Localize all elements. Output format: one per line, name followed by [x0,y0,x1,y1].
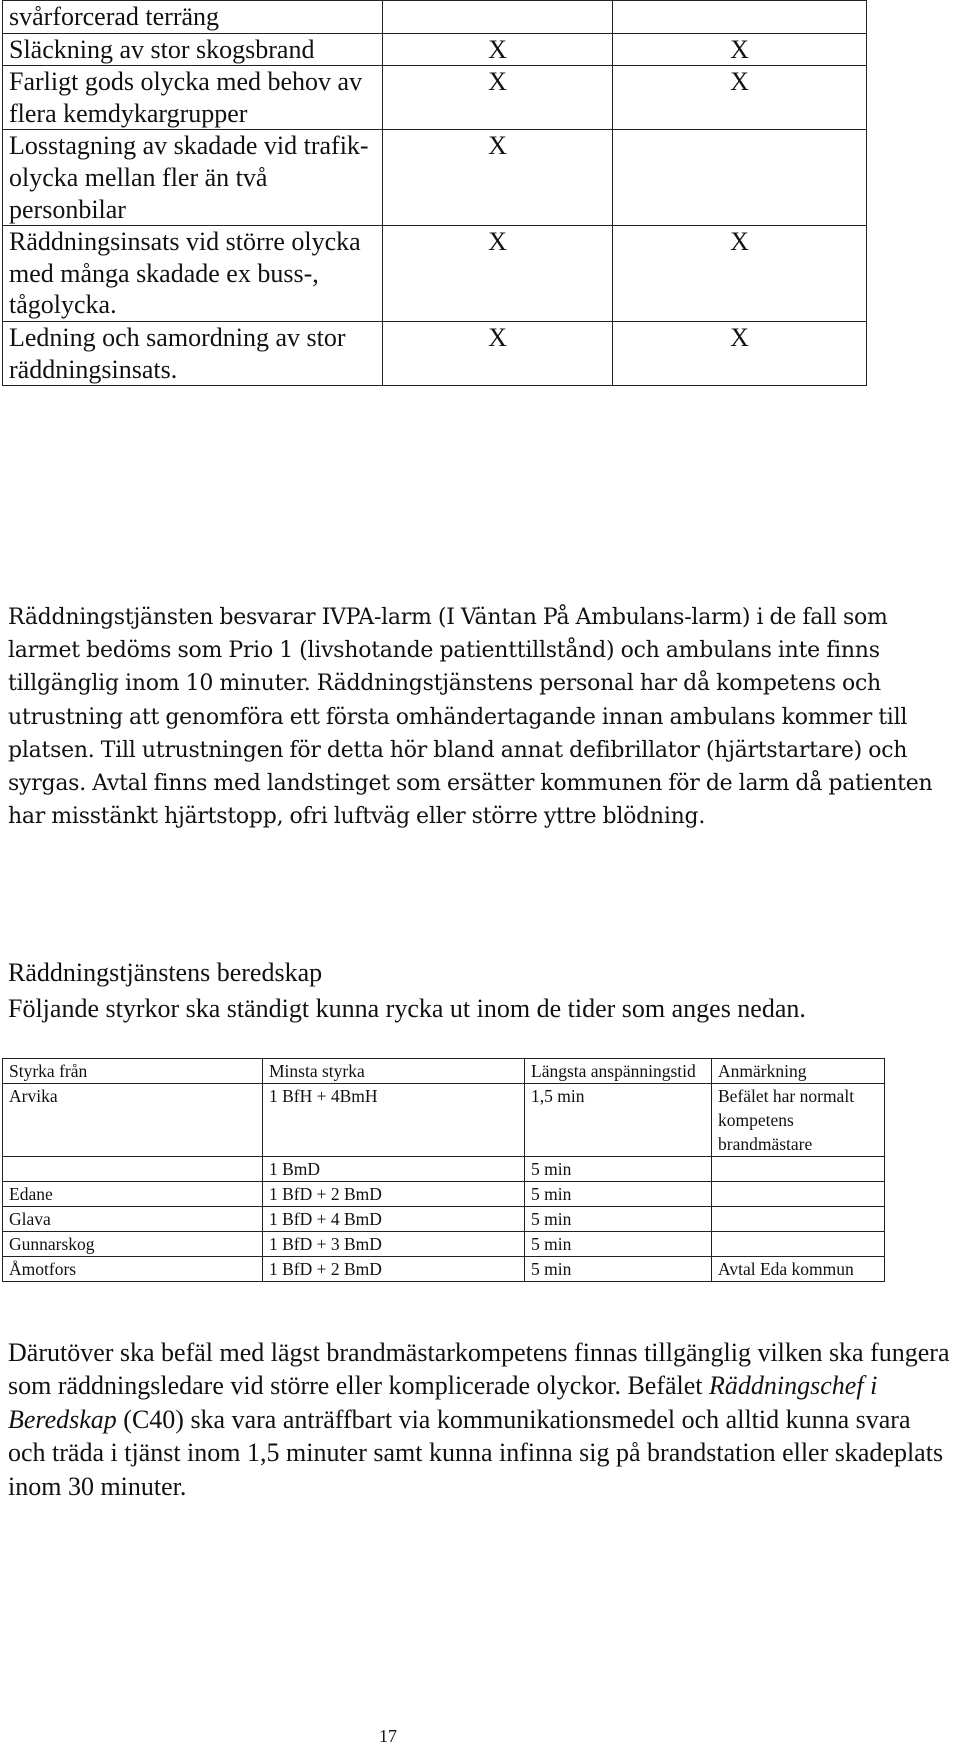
note-cell [712,1232,885,1257]
mark-cell: X [613,33,867,66]
station-cell: Åmotfors [3,1257,263,1282]
table-row [3,1257,885,1282]
mark-cell: X [613,321,867,385]
mark-cell: X [383,130,613,226]
force-cell: 1 BfH + 4BmH [263,1084,525,1157]
header-cell: Längsta anspänningstid [525,1059,712,1084]
station-cell: Edane [3,1182,263,1207]
header-cell: Minsta styrka [263,1059,525,1084]
section-lead: Följande styrkor ska ständigt kunna rycka ut inom de tider som anges nedan. [8,994,806,1023]
readiness-table [2,1058,885,1282]
closing-text-after: (C40) ska vara anträffbart via kommunikationsmedel och alltid kunna svara och träda i tjänst inom 1,5 minuter samt kunna infinna sig på brandstation eller skadeplats inom 30 minuter. [8,1404,944,1501]
page-number: 17 [379,1726,397,1746]
table-row [3,1207,885,1232]
table-header-row [3,1059,885,1084]
mark-cell: X [383,226,613,322]
time-cell: 5 min [525,1182,712,1207]
note-cell [712,1207,885,1232]
closing-text-before: Därutöver ska befäl med lägst brandmästarkompetens finnas tillgänglig vilken ska fungera som räddningsledare vid större eller komplicerade olyckor. Befälet [8,1338,950,1401]
closing-paragraph [8,1336,953,1503]
table-row [3,66,867,130]
table-row [3,1157,885,1182]
ivpa-paragraph: Räddningstjänsten besvarar IVPA-larm (I Väntan På Ambulans-larm) i de fall som larmet bedöms som Prio 1 (livshotande patienttillstånd) och ambulans inte finns tillgänglig inom 10 minuter. Räddningstjänstens personal har då kompetens och utrustning att genomföra ett första omhändertagande innan ambulans kommer till platsen. Till utrustningen för detta hör bland annat defibrillator (hjärtstartare) och syrgas. Avtal finns med landstinget som ersätter kommunen för de larm då patienten har misstänkt hjärtstopp, ofri luftväg eller större yttre blödning. [8,605,933,830]
mark-cell: X [613,226,867,322]
table-row [3,1182,885,1207]
task-cell: Släckning av stor skogsbrand [3,33,383,66]
incident-table [2,0,867,386]
force-cell: 1 BmD [263,1157,525,1182]
station-cell: Glava [3,1207,263,1232]
task-cell: svårforcerad terräng [3,1,383,34]
section-heading: Räddningstjänstens beredskap [8,958,323,987]
table-row [3,33,867,66]
time-cell: 5 min [525,1232,712,1257]
task-cell: Räddningsinsats vid större olycka med många skadade ex buss-, tågolycka. [3,226,383,322]
table-row [3,226,867,322]
station-cell: Arvika [3,1084,263,1157]
table-row [3,130,867,226]
task-cell: Ledning och samordning av stor räddningsinsats. [3,321,383,385]
time-cell: 5 min [525,1157,712,1182]
force-cell: 1 BfD + 4 BmD [263,1207,525,1232]
time-cell: 1,5 min [525,1084,712,1157]
force-cell: 1 BfD + 2 BmD [263,1182,525,1207]
table-row [3,321,867,385]
closing-italic-title: Räddningschef i Beredskap [8,1371,878,1434]
note-cell: Befälet har normalt kompetens brandmästare [712,1084,885,1157]
station-cell: Gunnarskog [3,1232,263,1257]
note-cell: Avtal Eda kommun [712,1257,885,1282]
force-cell: 1 BfD + 2 BmD [263,1257,525,1282]
mark-cell: X [383,321,613,385]
mark-cell [383,1,613,34]
table-row [3,1084,885,1157]
mark-cell: X [383,33,613,66]
mark-cell: X [613,66,867,130]
note-cell [712,1157,885,1182]
force-cell: 1 BfD + 3 BmD [263,1232,525,1257]
mark-cell [613,1,867,34]
time-cell: 5 min [525,1257,712,1282]
note-cell [712,1182,885,1207]
table-row [3,1,867,34]
header-cell: Styrka från [3,1059,263,1084]
mark-cell [613,130,867,226]
task-cell: Losstagning av skadade vid trafik-olycka mellan fler än två personbilar [3,130,383,226]
table-row [3,1232,885,1257]
time-cell: 5 min [525,1207,712,1232]
task-cell: Farligt gods olycka med behov av flera kemdykargrupper [3,66,383,130]
mark-cell: X [383,66,613,130]
header-cell: Anmärkning [712,1059,885,1084]
station-cell [3,1157,263,1182]
